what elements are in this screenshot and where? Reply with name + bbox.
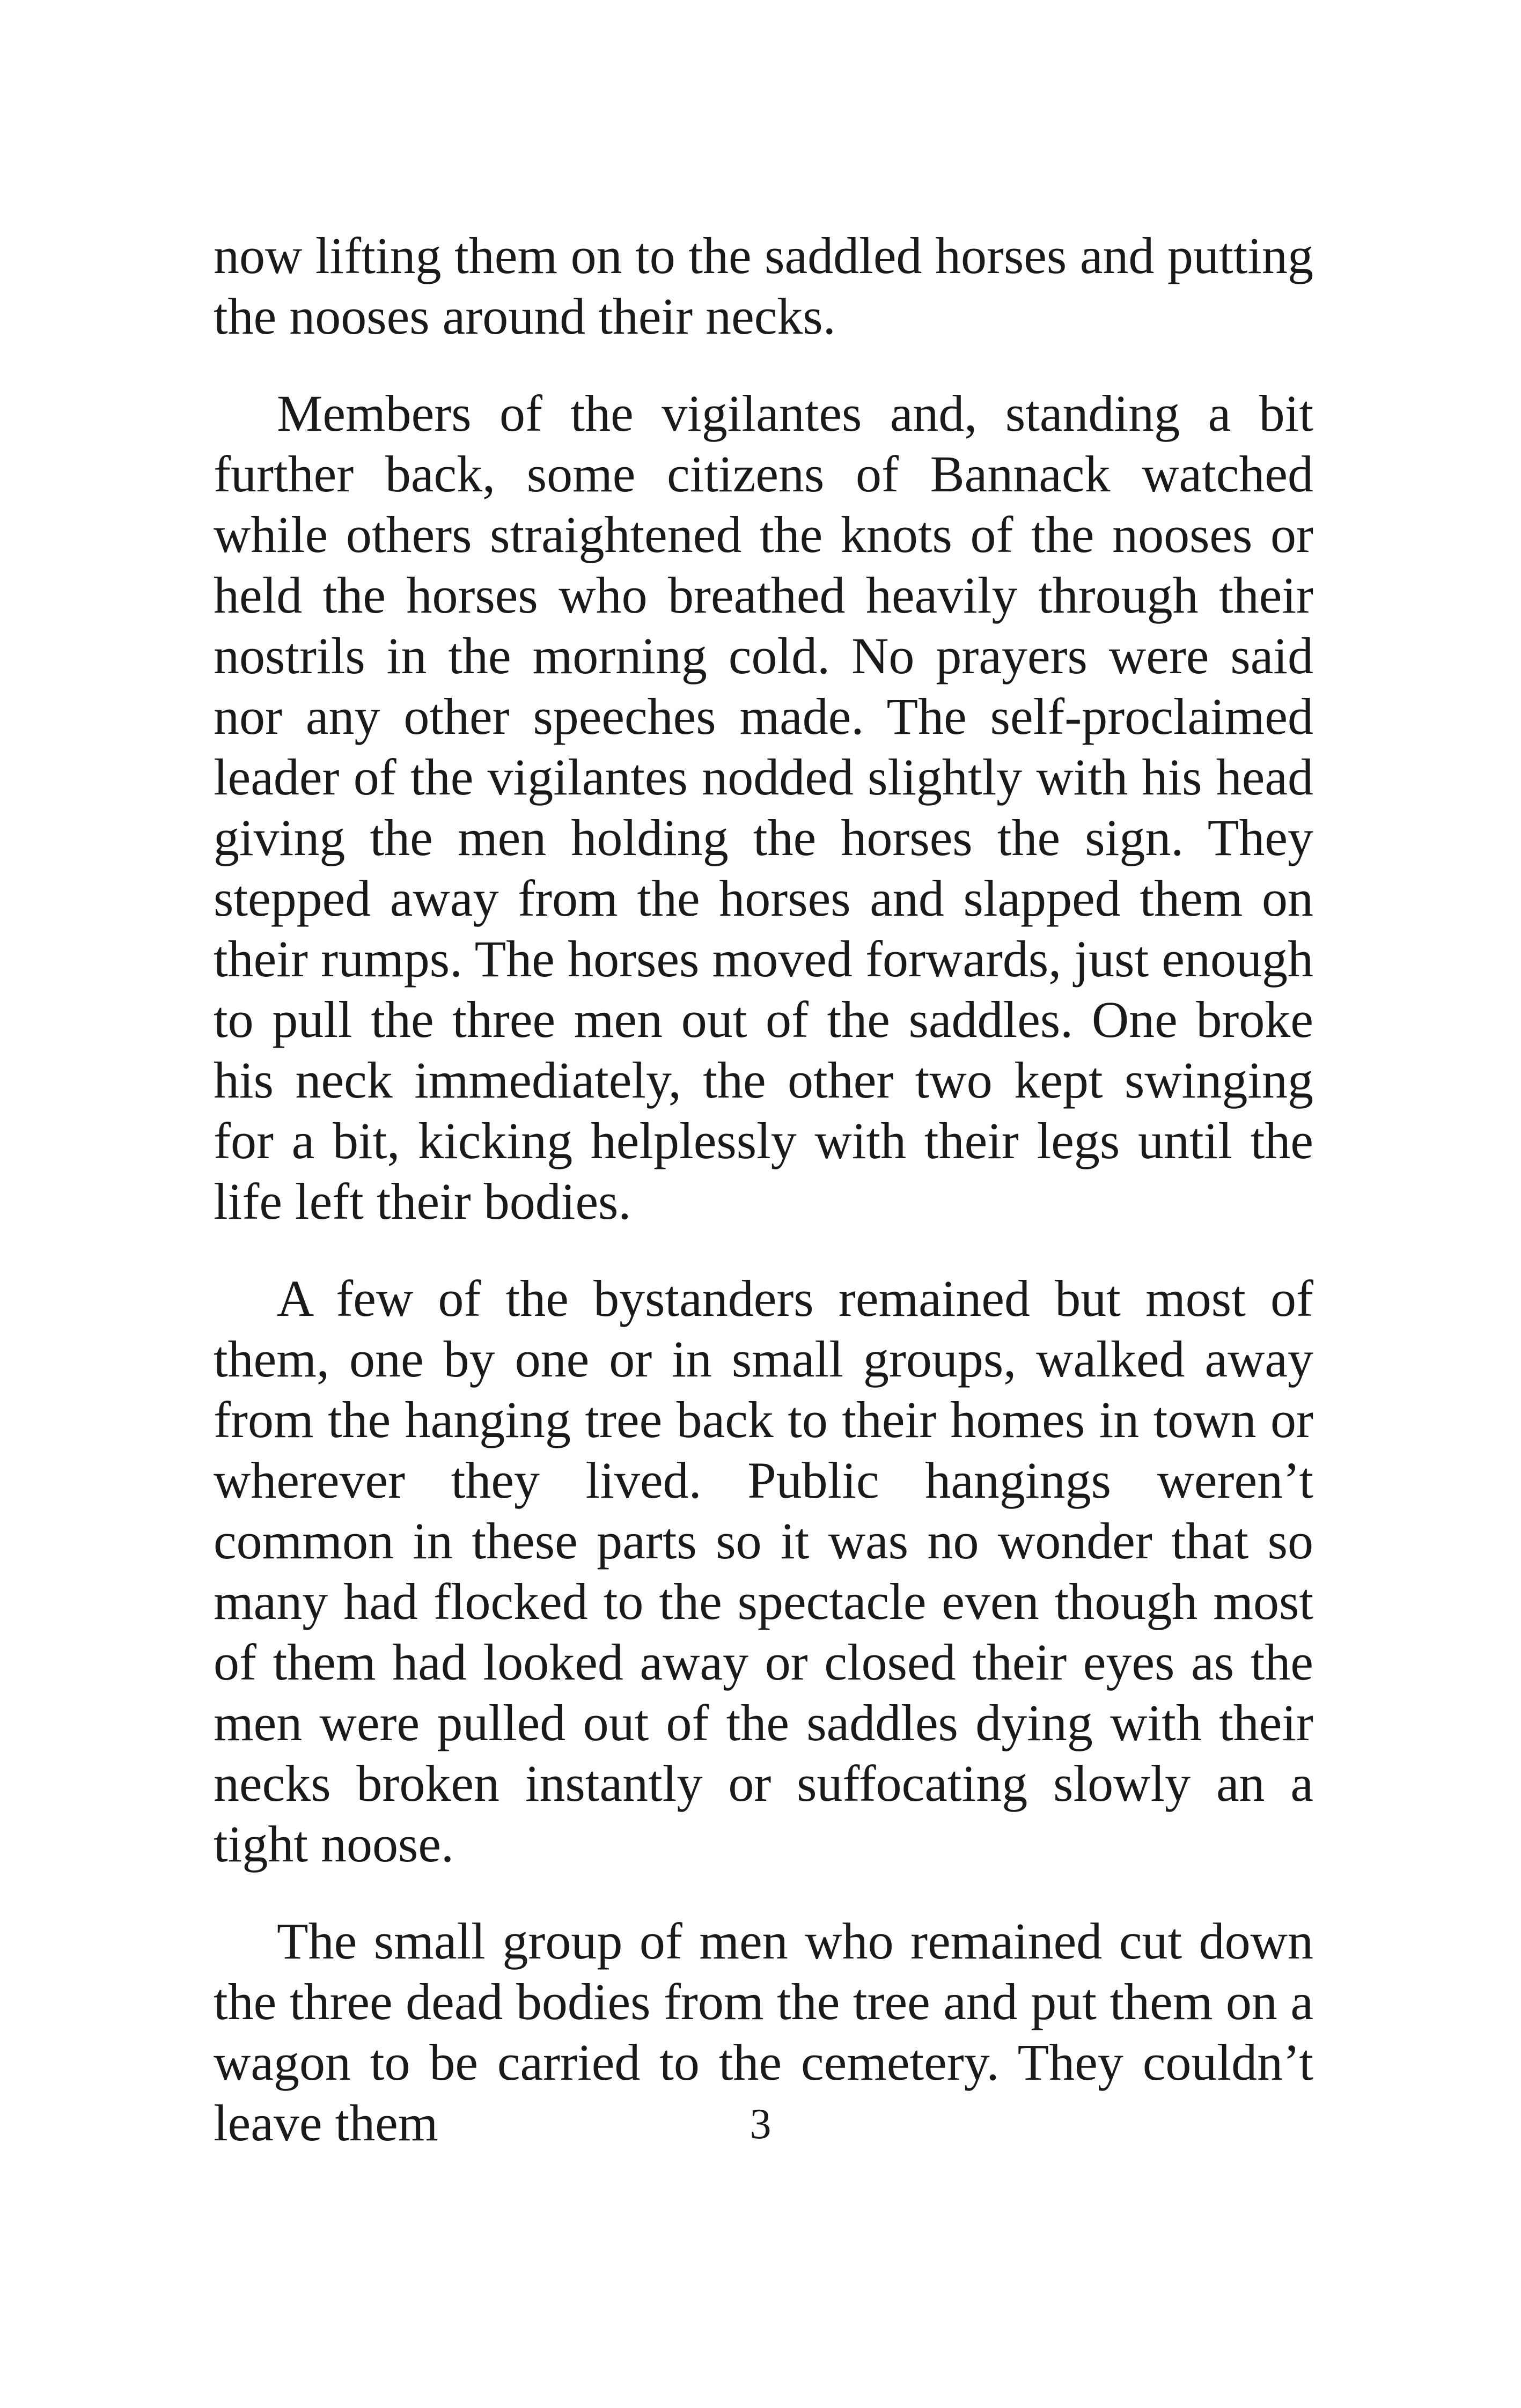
body-text <box>214 225 1313 2190</box>
paragraph-3: A few of the bystanders remained but most of them, one by one or in small groups, walked away from the hanging tree back to their homes in town or wherever they lived. Public hangings weren’t common in these parts so it was no wonder that so many had flocked to the spectacle even though most of them had looked away or closed their eyes as the men were pulled out of the saddles dying with their necks broken instantly or suffocating slowly an a tight noose. <box>214 1270 1313 1873</box>
paragraph-1: now lifting them on to the saddled horses and putting the nooses around their necks. <box>214 227 1313 345</box>
paragraph-2: Members of the vigilantes and, standing a bit further back, some citizens of Bannack watched while others straightened the knots of the nooses or held the horses who breathed heavily through their nostrils in the morning cold. No prayers were said nor any other speeches made. The self-proclaimed leader of the vigilantes nodded slightly with his head giving the men holding the horses the sign. They stepped away from the horses and slapped them on their rumps. The horses moved forwards, just enough to pull the three men out of the saddles. One broke his neck immediately, the other two kept swinging for a bit, kicking helplessly with their legs until the life left their bodies. <box>214 385 1313 1230</box>
paragraph-4: The small group of men who remained cut down the three dead bodies from the tree and put them on a wagon to be carried to the cemetery. They couldn’t leave them <box>214 1912 1313 2152</box>
page-number: 3 <box>750 2101 771 2148</box>
